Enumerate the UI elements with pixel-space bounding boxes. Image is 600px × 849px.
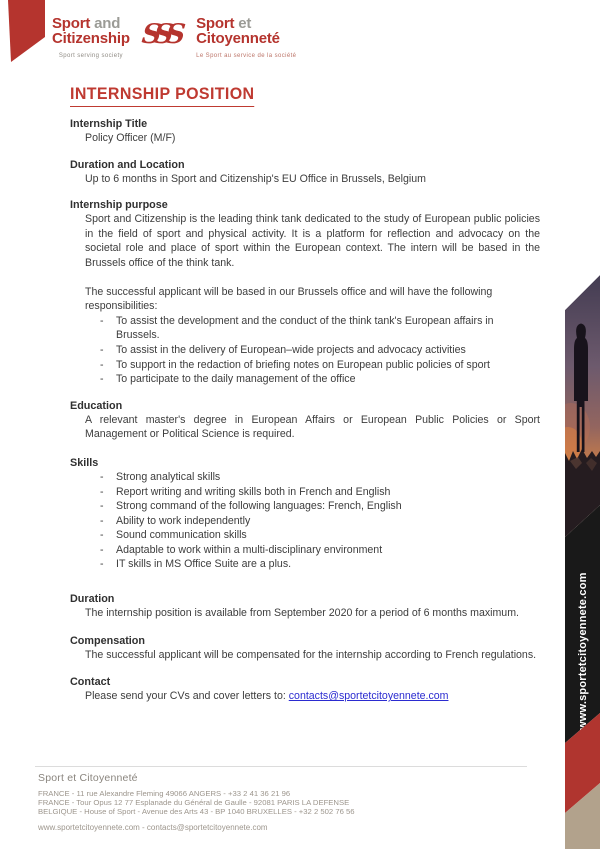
logo-fr-tagline: Le Sport au service de la société — [196, 53, 297, 59]
section-education — [70, 400, 540, 442]
sss-logo-mark-icon: SSS — [140, 19, 180, 50]
bullet-dash: - — [100, 470, 104, 483]
footer-address-belgique: BELGIQUE - House of Sport - Avenue des Arts 43 - BP 1040 BRUXELLES - +32 2 502 76 56 — [38, 807, 355, 816]
logo-fr-line2: Citoyenneté — [196, 30, 280, 47]
section-paragraph: Up to 6 months in Sport and Citizenship's EU Office in Brussels, Belgium — [85, 172, 426, 185]
bullet-dash: - — [100, 373, 104, 386]
list-item — [70, 470, 540, 485]
list-item — [70, 358, 540, 373]
list-item-text: To assist the development and the conduct of the think tank's European affairs in Brussels. — [116, 314, 494, 342]
corner-flag-shape — [0, 0, 60, 70]
section-duration-and-location — [70, 159, 540, 187]
list-item — [70, 372, 540, 387]
list-item-text: Strong command of the following languages: French, English — [116, 500, 402, 513]
document-body — [70, 118, 540, 717]
bullet-dash: - — [100, 314, 104, 327]
footer — [38, 772, 508, 832]
logo-en-tagline: Sport serving society — [58, 53, 123, 59]
section-contact — [70, 676, 540, 704]
list-item — [70, 343, 540, 358]
logo-en-word-sport: Sport — [52, 15, 91, 32]
bullet-dash: - — [100, 514, 104, 527]
bullet-dash: - — [100, 558, 104, 571]
section-heading: Internship Title — [70, 118, 148, 130]
list-item-text: Sound communication skills — [116, 529, 247, 542]
side-photo-strip — [562, 275, 600, 849]
list-item — [70, 543, 540, 558]
list-item-text: Adaptable to work within a multi-disciplinary environment — [116, 543, 383, 556]
logo-en-word-and: and — [94, 15, 121, 32]
section-duration — [70, 593, 540, 621]
bullet-dash: - — [100, 543, 104, 556]
list-item-text: To support in the redaction of briefing notes on European public policies of sport — [116, 358, 490, 371]
list-item — [70, 485, 540, 500]
list-item-text: IT skills in MS Office Suite are a plus. — [116, 558, 292, 571]
section-skills — [70, 457, 540, 572]
contact-email-link[interactable]: contacts@sportetcitoyennete.com — [288, 690, 449, 703]
list-item-text: Ability to work independently — [116, 514, 251, 527]
footer-address-france-1: FRANCE - 11 rue Alexandre Fleming 49066 ANGERS - +33 2 41 36 21 96 — [38, 789, 291, 798]
list-item — [70, 557, 540, 572]
logo-row — [52, 16, 296, 64]
logo-en-line1 — [52, 16, 130, 31]
footer-org-name: Sport et Citoyenneté — [38, 772, 138, 784]
bullet-dash: - — [100, 529, 104, 542]
list-item-text: To assist in the delivery of European–wide projects and advocacy activities — [116, 343, 466, 356]
section-heading: Compensation — [70, 634, 145, 647]
bullet-dash: - — [100, 358, 104, 371]
section-heading: Skills — [70, 456, 99, 469]
section-heading: Education — [70, 399, 123, 412]
logo-fr-line1 — [196, 16, 296, 31]
section-internship-title — [70, 118, 540, 146]
section-heading: Internship purpose — [70, 199, 168, 212]
section-paragraph: The internship position is available from September 2020 for a period of 6 months maximum. — [85, 607, 519, 620]
logo-en-line2: Citizenship — [52, 30, 130, 47]
footer-divider — [35, 766, 527, 767]
bullet-dash: - — [100, 500, 104, 513]
section-paragraph: The successful applicant will be compensated for the internship according to French regulations. — [85, 648, 537, 661]
list-item-text: Strong analytical skills — [116, 470, 221, 483]
vertical-website-url: www.sportetcitoyennete.com — [577, 572, 589, 730]
list-item-text: To participate to the daily management of the office — [116, 373, 356, 386]
logo-sport-et-citoyennete — [196, 16, 296, 64]
section-paragraph: Policy Officer (M/F) — [85, 132, 176, 144]
list-item — [70, 514, 540, 529]
logo-fr-word-sport: Sport — [196, 15, 235, 32]
logo-fr-word-et: et — [238, 15, 252, 32]
section-heading: Duration — [70, 593, 115, 606]
page-title: INTERNSHIP POSITION — [70, 84, 254, 107]
section-paragraph: Sport and Citizenship is the leading think tank dedicated to the study of European public policies in the field of sport and physical activity. It is a platform for reflection and advocacy on the societal role and place of sport within the European context. The intern will be based in the Brussels office of the think tank. — [85, 213, 540, 269]
contact-text: Please send your CVs and cover letters to: — [85, 690, 289, 703]
list-item — [70, 528, 540, 543]
bullet-dash: - — [100, 343, 104, 356]
section-internship-purpose — [70, 199, 540, 387]
section-paragraph: A relevant master's degree in European Affairs or European Public Policies or Sport Management or Political Science is required. — [85, 413, 540, 441]
footer-address-france-2: FRANCE - Tour Opus 12 77 Esplanade du Général de Gaulle - 92081 PARIS LA DEFENSE — [38, 798, 350, 807]
section-heading: Contact — [70, 676, 111, 689]
list-item — [70, 499, 540, 514]
section-compensation — [70, 635, 540, 663]
section-paragraph: The successful applicant will be based in our Brussels office and will have the following responsibilities: — [85, 285, 493, 313]
logo-sport-and-citizenship — [52, 16, 130, 64]
bullet-dash: - — [100, 485, 104, 498]
section-paragraph — [70, 689, 540, 704]
section-heading: Duration and Location — [70, 158, 185, 171]
list-item — [70, 314, 540, 343]
footer-links-line: www.sportetcitoyennete.com - contacts@sportetcitoyennete.com — [38, 823, 268, 832]
list-item-text: Report writing and writing skills both in French and English — [116, 485, 391, 498]
sunset-photo — [562, 275, 600, 537]
